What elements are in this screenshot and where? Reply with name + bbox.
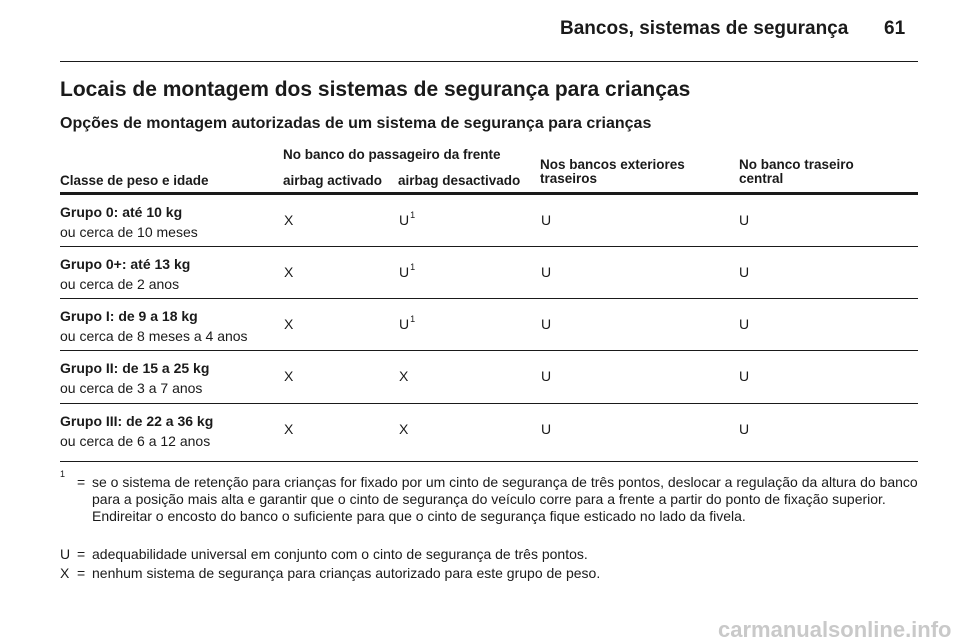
cell-airbag-on: X	[284, 264, 294, 280]
cell-airbag-off	[399, 316, 415, 332]
page-number: 61	[884, 18, 906, 39]
table-header-center-rear-line2: central	[739, 171, 784, 186]
table-header-center-rear	[739, 158, 854, 186]
cell-airbag-on: X	[284, 421, 294, 437]
cell-center-rear: U	[739, 316, 750, 332]
row-class: Grupo II: de 15 a 25 kg	[60, 360, 210, 376]
note-marker: X	[60, 565, 70, 581]
row-age: ou cerca de 10 meses	[60, 224, 198, 240]
table-header-rule	[60, 192, 918, 195]
table-header-outer-rear-line2: traseiros	[540, 171, 598, 186]
row-age: ou cerca de 6 a 12 anos	[60, 433, 211, 449]
note-equals: =	[77, 474, 86, 490]
cell-center-rear: U	[739, 368, 750, 384]
row-age: ou cerca de 2 anos	[60, 276, 180, 292]
row-age: ou cerca de 3 a 7 anos	[60, 380, 203, 396]
cell-outer-rear: U	[541, 316, 552, 332]
table-row	[60, 409, 918, 461]
watermark: carmanualsonline.info	[718, 617, 952, 642]
note-marker: 1	[60, 469, 66, 479]
table-row	[60, 200, 918, 252]
page-header-title: Bancos, sistemas de segurança	[560, 18, 849, 39]
table-bottom-rule	[60, 461, 918, 462]
cell-airbag-off-value: X	[399, 421, 409, 437]
note-text: se o sistema de retenção para crianças for fixado por um cinto de segurança de três pontos, deslocar a regulação da altura do banco para a posição mais alta e garantir que o cinto de segurança do veículo corre para a frente a partir do ponto de fixação superior. Endireitar o encosto do banco o suficiente para que o cinto de segurança fique esticado no lado da fivela.	[92, 474, 918, 524]
footnote-ref: 1	[410, 210, 416, 220]
cell-airbag-off	[399, 421, 409, 437]
cell-center-rear: U	[739, 264, 750, 280]
cell-outer-rear: U	[541, 212, 552, 228]
note-equals: =	[77, 565, 86, 581]
cell-airbag-on: X	[284, 368, 294, 384]
note-text: adequabilidade universal em conjunto com o cinto de segurança de três pontos.	[92, 546, 588, 562]
header-rule	[60, 61, 918, 62]
table-header-center-rear-line1: No banco traseiro	[739, 157, 854, 172]
table-header-outer-rear	[540, 158, 685, 186]
cell-outer-rear: U	[541, 368, 552, 384]
note-equals: =	[77, 546, 86, 562]
section-title: Locais de montagem dos sistemas de segurança para crianças	[60, 78, 691, 101]
cell-airbag-off-value: X	[399, 368, 409, 384]
cell-airbag-off-value: U	[399, 212, 410, 228]
cell-airbag-on: X	[284, 316, 294, 332]
table-row	[60, 252, 918, 304]
footnote-ref: 1	[410, 262, 416, 272]
row-rule	[60, 350, 918, 351]
table-row	[60, 304, 918, 356]
row-age: ou cerca de 8 meses a 4 anos	[60, 328, 248, 344]
cell-airbag-off	[399, 368, 409, 384]
note-marker: U	[60, 546, 71, 562]
table-header-airbag-on: airbag activado	[283, 173, 383, 188]
row-class: Grupo 0+: até 13 kg	[60, 256, 191, 272]
cell-airbag-off	[399, 264, 415, 280]
section-subtitle: Opções de montagem autorizadas de um sistema de segurança para crianças	[60, 115, 652, 132]
cell-center-rear: U	[739, 212, 750, 228]
note-text: nenhum sistema de segurança para crianças autorizado para este grupo de peso.	[92, 565, 601, 581]
row-rule	[60, 246, 918, 247]
table-row	[60, 356, 918, 408]
row-class: Grupo III: de 22 a 36 kg	[60, 413, 214, 429]
table-header-passenger: No banco do passageiro da frente	[283, 147, 501, 162]
table-header-outer-rear-line1: Nos bancos exteriores	[540, 157, 685, 172]
row-rule	[60, 298, 918, 299]
footnote-ref: 1	[410, 314, 416, 324]
table-header-airbag-off: airbag desactivado	[398, 173, 521, 188]
row-rule	[60, 403, 918, 404]
cell-airbag-on: X	[284, 212, 294, 228]
cell-airbag-off	[399, 212, 415, 228]
cell-airbag-off-value: U	[399, 316, 410, 332]
cell-outer-rear: U	[541, 264, 552, 280]
row-class: Grupo I: de 9 a 18 kg	[60, 308, 198, 324]
row-class: Grupo 0: até 10 kg	[60, 204, 183, 220]
cell-outer-rear: U	[541, 421, 552, 437]
table-header-class: Classe de peso e idade	[60, 173, 209, 188]
cell-airbag-off-value: U	[399, 264, 410, 280]
cell-center-rear: U	[739, 421, 750, 437]
